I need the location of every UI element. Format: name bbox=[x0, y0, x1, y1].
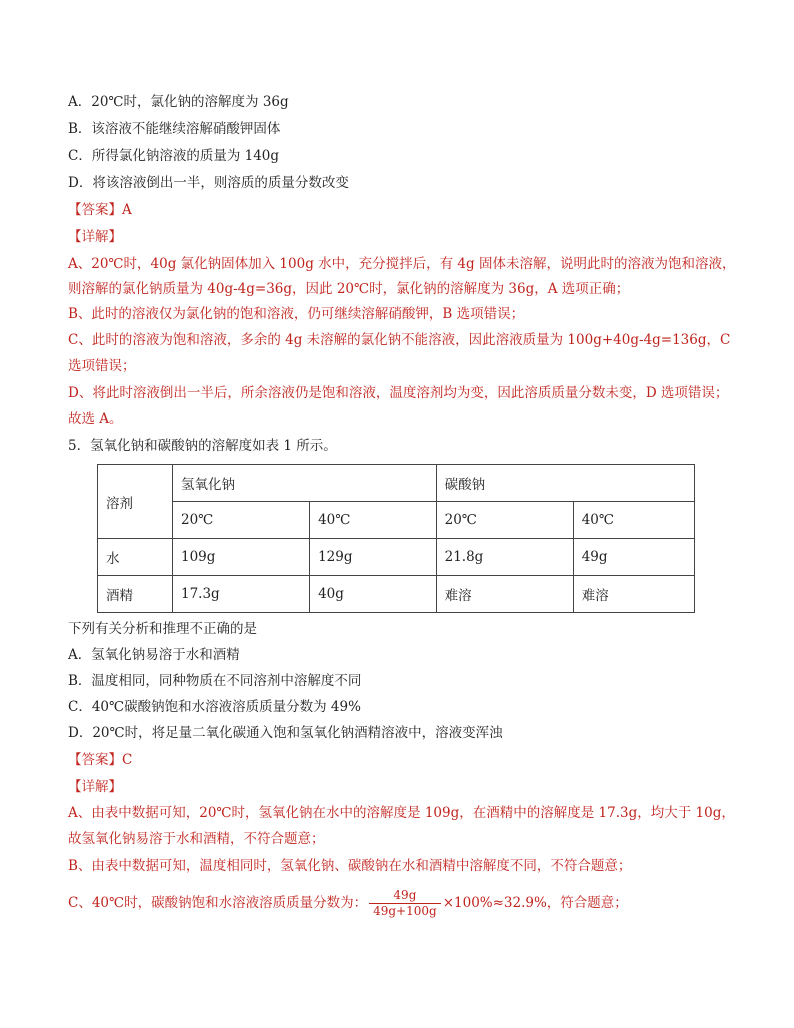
q5-option-d: D．20℃时，将足量二氧化碳通入饱和氢氧化钠酒精溶液中，溶液变浑浊 bbox=[68, 725, 503, 741]
solubility-table bbox=[97, 464, 695, 613]
q4-explanation-c-line1: C、此时的溶液为饱和溶液，多余的 4g 未溶解的氯化钠不能溶液，因此溶液质量为 100g+40g-4g=136g，C bbox=[68, 332, 731, 348]
q5-option-c: C．40℃碳酸钠饱和水溶液溶质质量分数为 49% bbox=[68, 699, 361, 715]
table-row bbox=[98, 539, 695, 576]
fraction-denominator: 49g+100g bbox=[373, 904, 437, 918]
q5-explanation-b: B、由表中数据可知，温度相同时，氢氧化钠、碳酸钠在水和酒精中溶解度不同，不符合题意； bbox=[68, 858, 632, 874]
q4-explanation-d: D、将此时溶液倒出一半后，所余溶液仍是饱和溶液，温度溶剂均为变，因此溶质质量分数未变，D 选项错误； bbox=[68, 385, 729, 401]
q4-answer: 【答案】A bbox=[68, 202, 132, 218]
table-cell: 17.3g bbox=[173, 576, 310, 613]
q4-option-b: B．该溶液不能继续溶解硝酸钾固体 bbox=[68, 121, 281, 137]
q4-explanation-b: B、此时的溶液仅为氯化钠的饱和溶液，仍可继续溶解硝酸钾，B 选项错误； bbox=[68, 306, 525, 322]
explanation-c-suffix: ×100%≈32.9%，符合题意； bbox=[442, 895, 628, 911]
table-temperature-row bbox=[98, 502, 695, 539]
table-cell: 难溶 bbox=[573, 576, 694, 613]
q4-detail-label: 【详解】 bbox=[68, 229, 122, 245]
table-temp-cell: 20℃ bbox=[173, 502, 310, 539]
q4-conclusion: 故选 A。 bbox=[68, 411, 123, 427]
q5-explanation-c bbox=[68, 888, 628, 919]
table-row bbox=[98, 576, 695, 613]
table-header-row bbox=[98, 465, 695, 502]
table-cell: 40g bbox=[310, 576, 437, 613]
table-temp-cell: 40℃ bbox=[573, 502, 694, 539]
explanation-c-prefix: C、40℃时，碳酸钠饱和水溶液溶质质量分数为： bbox=[68, 895, 368, 911]
table-header-substance-2: 碳酸钠 bbox=[436, 465, 694, 502]
q5-explanation-a-line2: 故氢氧化钠易溶于水和酒精，不符合题意； bbox=[68, 831, 325, 847]
q4-explanation-c-line2: 选项错误； bbox=[68, 358, 136, 374]
q5-question: 下列有关分析和推理不正确的是 bbox=[68, 621, 257, 637]
fraction-numerator: 49g bbox=[369, 888, 441, 904]
q5-option-a: A．氢氧化钠易溶于水和酒精 bbox=[68, 647, 240, 663]
q5-explanation-a-line1: A、由表中数据可知，20℃时，氢氧化钠在水中的溶解度是 109g，在酒精中的溶解度是 17.3g，均大于 10g， bbox=[68, 805, 735, 821]
table-cell: 难溶 bbox=[436, 576, 573, 613]
table-temp-cell: 40℃ bbox=[310, 502, 437, 539]
q5-option-b: B．温度相同，同种物质在不同溶剂中溶解度不同 bbox=[68, 673, 362, 689]
q5-stem: 5．氢氧化钠和碳酸钠的溶解度如表 1 所示。 bbox=[68, 438, 337, 454]
q4-option-d: D．将该溶液倒出一半，则溶质的质量分数改变 bbox=[68, 175, 349, 191]
table-header-substance-1: 氢氧化钠 bbox=[173, 465, 437, 502]
table-temp-cell: 20℃ bbox=[436, 502, 573, 539]
table-cell: 129g bbox=[310, 539, 437, 576]
q4-option-c: C．所得氯化钠溶液的质量为 140g bbox=[68, 148, 280, 164]
table-solvent-cell: 水 bbox=[98, 539, 173, 576]
table-solvent-cell: 酒精 bbox=[98, 576, 173, 613]
q4-option-a: A．20℃时，氯化钠的溶解度为 36g bbox=[68, 94, 289, 110]
q4-explanation-a-line2: 则溶解的氯化钠质量为 40g-4g=36g，因此 20℃时，氯化钠的溶解度为 36g，A 选项正确； bbox=[68, 281, 630, 297]
mass-fraction bbox=[369, 888, 441, 919]
table-header-solvent: 溶剂 bbox=[98, 465, 173, 539]
table-cell: 21.8g bbox=[436, 539, 573, 576]
table-cell: 109g bbox=[173, 539, 310, 576]
q5-detail-label: 【详解】 bbox=[68, 779, 122, 795]
table-cell: 49g bbox=[573, 539, 694, 576]
q5-answer: 【答案】C bbox=[68, 752, 133, 768]
q4-explanation-a-line1: A、20℃时，40g 氯化钠固体加入 100g 水中，充分搅拌后，有 4g 固体未溶解，说明此时的溶液为饱和溶液， bbox=[68, 256, 736, 272]
